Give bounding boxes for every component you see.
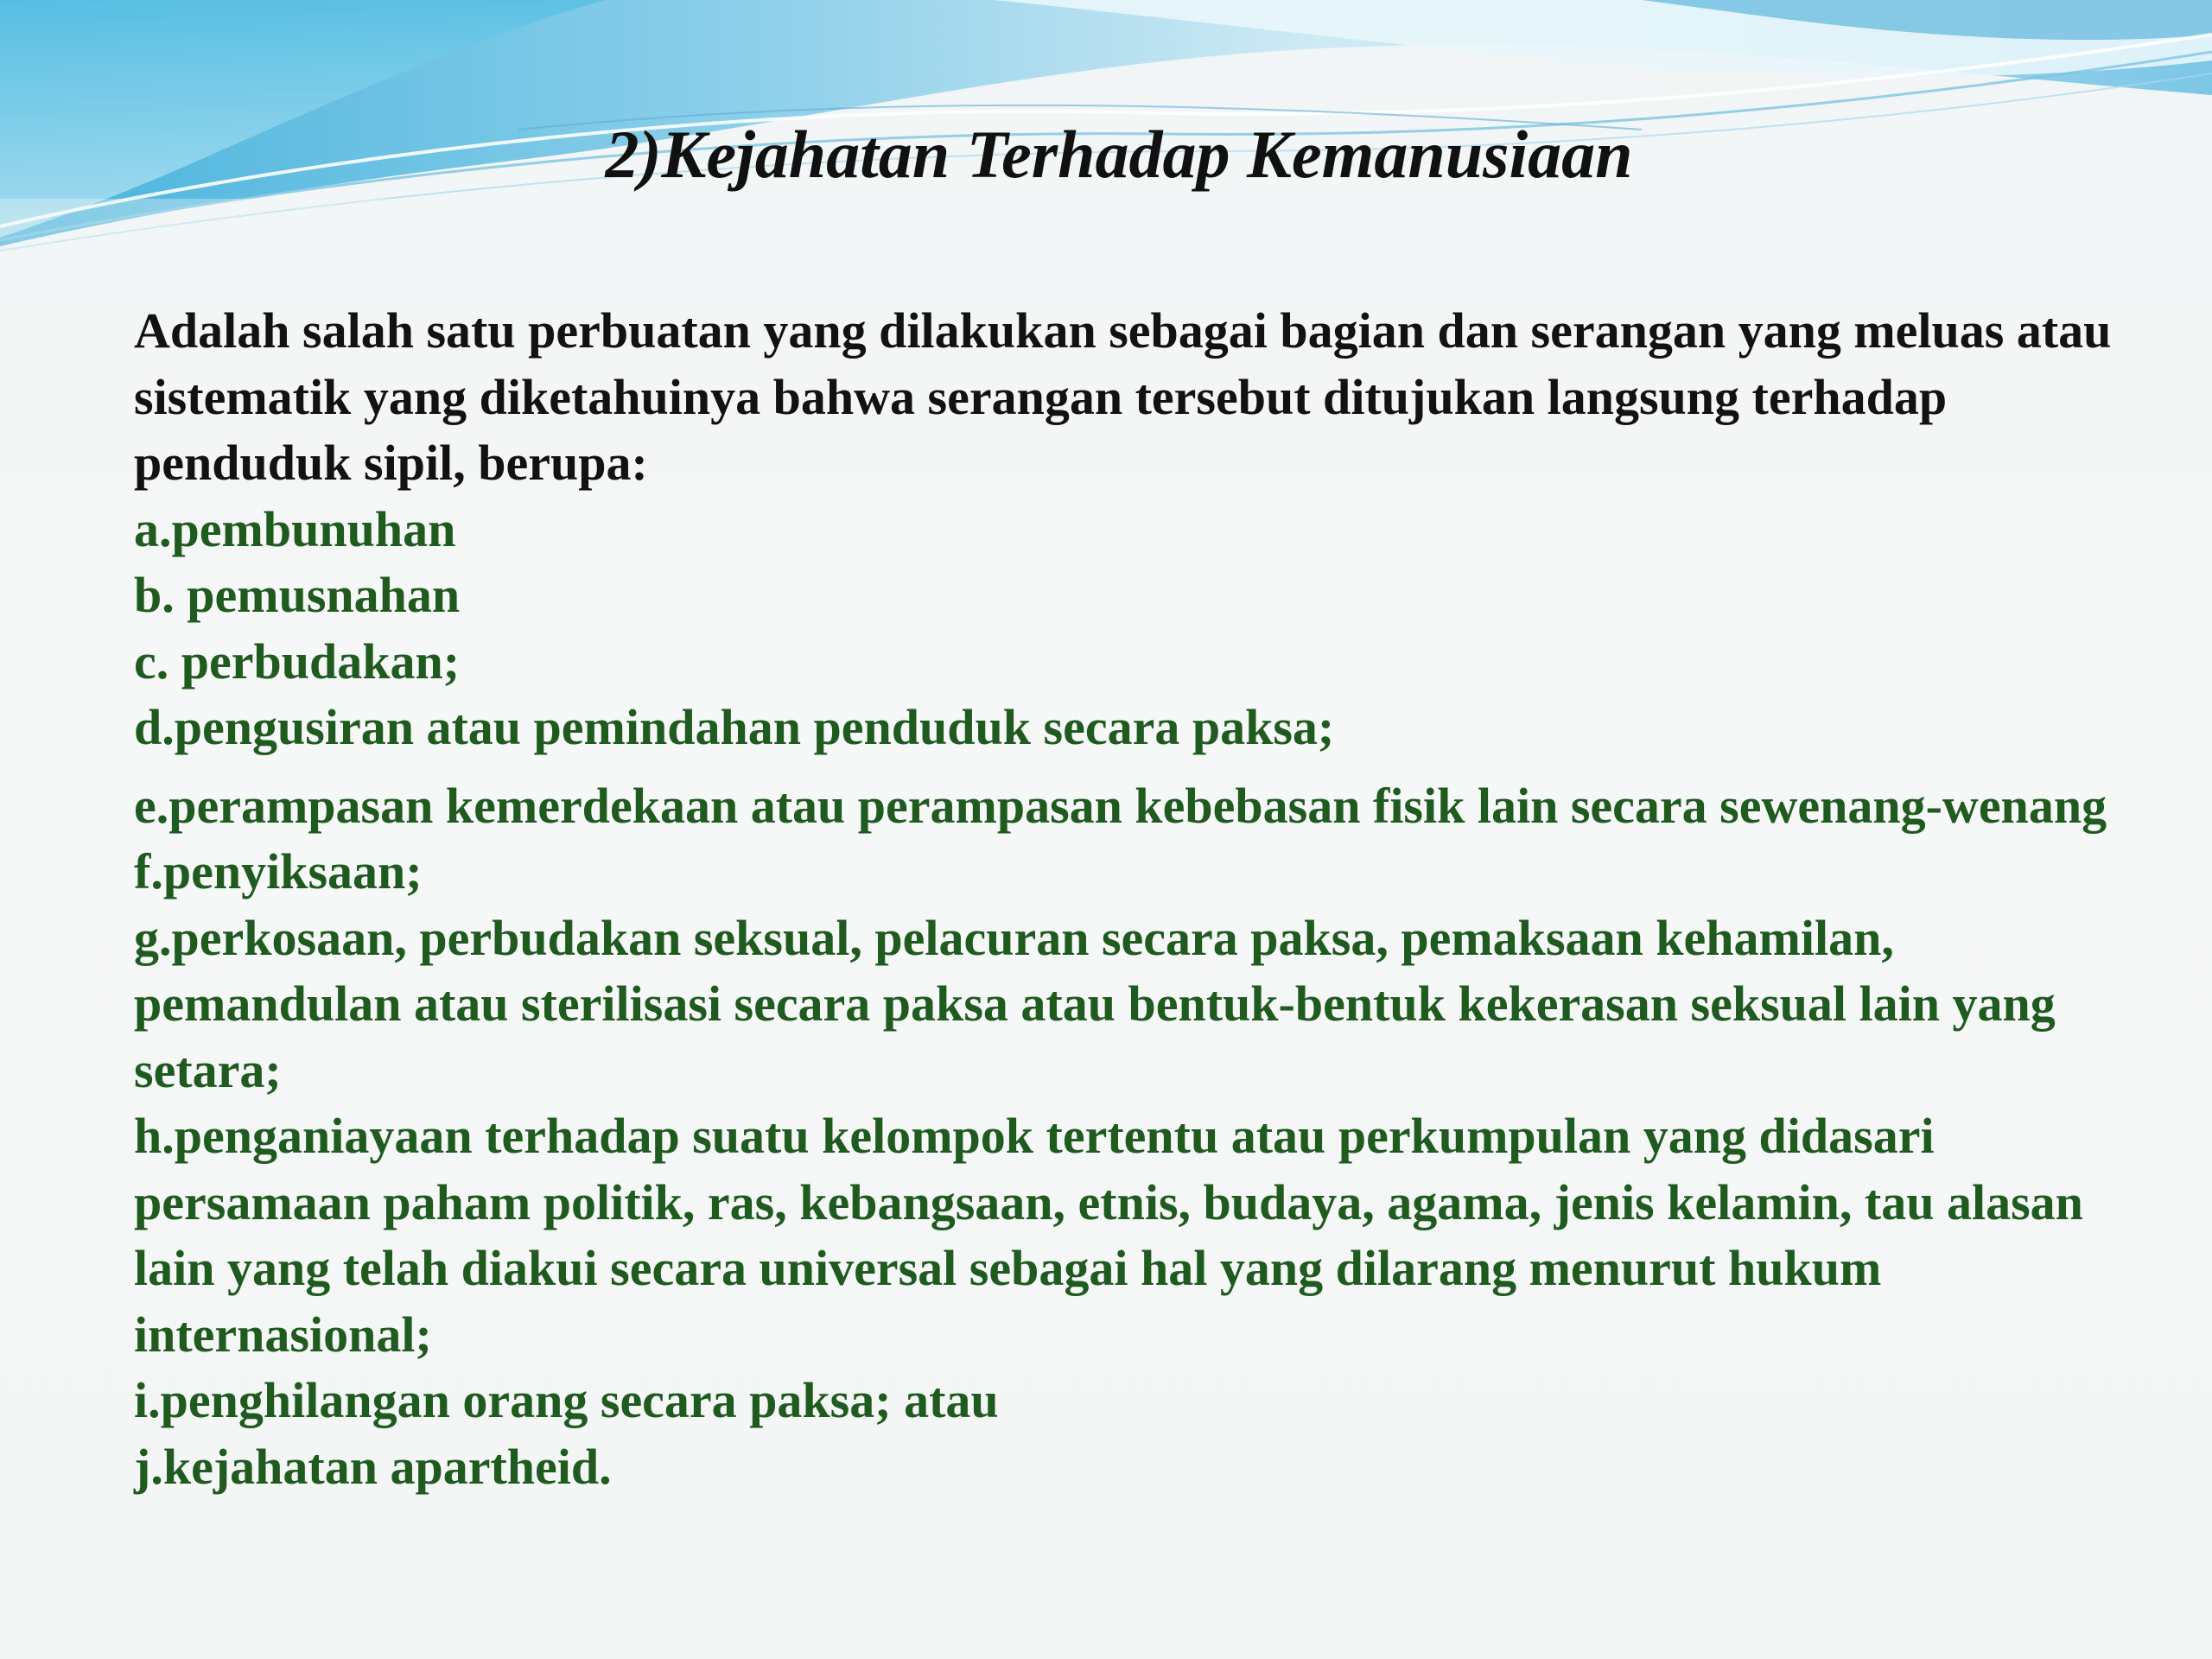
- intro-paragraph: Adalah salah satu perbuatan yang dilakukan sebagai bagian dan serangan yang meluas atau sistematik yang diketahuinya bahwa serangan tersebut ditujukan langsung terhadap penduduk sipil, berupa:: [134, 302, 2112, 491]
- list-item: a.pembunuhan: [134, 500, 456, 557]
- list-item: i.penghilangan orang secara paksa; atau: [134, 1372, 999, 1428]
- list-item: g.perkosaan, perbudakan seksual, pelacuran secara paksa, pemaksaan kehamilan, pemandulan atau sterilisasi secara paksa atau bentuk-bentuk kekerasan seksual lain yang setara;: [134, 909, 2056, 1098]
- slide-body: [134, 298, 2147, 1500]
- slide-title: 2)Kejahatan Terhadap Kemanusiaan: [605, 117, 1633, 192]
- list-item: d.pengusiran atau pemindahan penduduk secara paksa;: [134, 699, 1335, 755]
- list-item: f.penyiksaan;: [134, 843, 423, 899]
- list-item: c. perbudakan;: [134, 632, 461, 690]
- list-item: h.penganiayaan terhadap suatu kelompok tertentu atau perkumpulan yang didasari persamaan paham politik, ras, kebangsaan, etnis, budaya, agama, jenis kelamin, tau alasan lain yang telah diakui secara universal sebagai hal yang dilarang menurut hukum internasional;: [134, 1108, 2083, 1363]
- list-item: e.perampasan kemerdekaan atau perampasan kebebasan fisik lain secara sewenang-wenang: [134, 777, 2107, 834]
- list-item: b. pemusnahan: [134, 567, 461, 623]
- list-item: j.kejahatan apartheid.: [134, 1438, 612, 1495]
- crime-list: [134, 497, 2147, 1501]
